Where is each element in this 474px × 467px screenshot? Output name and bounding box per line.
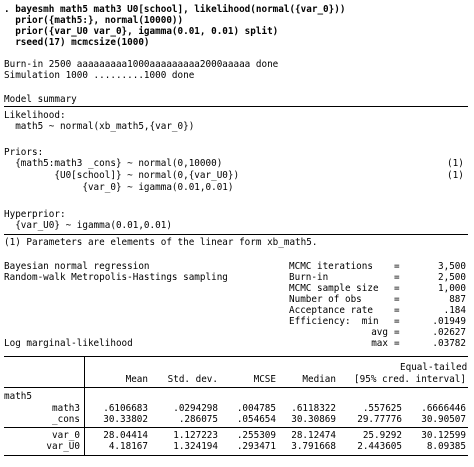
- stat-label: Acceptance rate: [289, 305, 373, 316]
- cell-ci-upper: 30.90507: [421, 414, 466, 425]
- table-header-rule: [4, 387, 468, 388]
- cell-sd: .286075: [178, 414, 218, 425]
- stat-label: Number of obs: [289, 294, 362, 305]
- cell-median: .6118322: [291, 403, 336, 414]
- cell-mean: .6106683: [103, 403, 148, 414]
- model-title: Bayesian normal regression: [4, 261, 150, 272]
- stat-label: Efficiency: min: [289, 316, 379, 327]
- stat-value: .184: [443, 305, 466, 316]
- cell-sd: .0294298: [173, 403, 218, 414]
- footnote: (1) Parameters are elements of the linear form xb_math5.: [4, 237, 318, 248]
- stat-value: .03782: [432, 338, 466, 349]
- row-name: _cons: [52, 414, 80, 425]
- stat-label: max: [371, 338, 388, 349]
- likelihood-label: Likelihood:: [4, 110, 66, 121]
- cell-sd: 1.324194: [173, 441, 218, 452]
- command-line: rseed(17) mcmcsize(1000): [4, 37, 150, 48]
- simulation-progress: Simulation 1000 .........1000 done: [4, 70, 195, 81]
- stat-label: Burn-in: [289, 272, 329, 283]
- stat-equals: =: [394, 316, 400, 327]
- likelihood-equation: math5 ~ normal(xb_math5,{var_0}): [4, 121, 195, 132]
- cell-mcse: .255309: [236, 430, 276, 441]
- prior-equation: {var_0} ~ igamma(0.01,0.01): [4, 182, 234, 193]
- cell-mean: 30.33802: [103, 414, 148, 425]
- stat-value: .02627: [432, 327, 466, 338]
- stat-equals: =: [394, 338, 400, 349]
- stat-label: MCMC iterations: [289, 261, 373, 272]
- column-header-interval: [95% cred. interval]: [354, 374, 466, 385]
- cell-mcse: .004785: [236, 403, 276, 414]
- cell-ci-lower: 29.77776: [357, 414, 402, 425]
- cell-mean: 4.18167: [108, 441, 148, 452]
- stat-equals: =: [394, 261, 400, 272]
- prior-note: (1): [447, 170, 464, 181]
- stat-equals: =: [394, 283, 400, 294]
- sampling-method: Random-walk Metropolis-Hastings sampling: [4, 272, 228, 283]
- prior-note: (1): [447, 158, 464, 169]
- cell-median: 3.791668: [291, 441, 336, 452]
- cell-ci-lower: 25.9292: [362, 430, 402, 441]
- command-line: prior({var_U0 var_0}, igamma(0.01, 0.01) split): [4, 26, 279, 37]
- row-name: var_0: [52, 430, 80, 441]
- command-line: . bayesmh math5 math3 U0[school], likelihood(normal({var_0})): [4, 4, 346, 15]
- prior-equation: {U0[school]} ~ normal(0,{var_U0}): [4, 170, 240, 181]
- stat-label: MCMC sample size: [289, 283, 379, 294]
- column-header-median: Median: [302, 374, 336, 385]
- group-label: math5: [4, 391, 32, 402]
- cell-mcse: .054654: [236, 414, 276, 425]
- cell-ci-upper: 8.09385: [426, 441, 466, 452]
- cell-median: 28.12474: [291, 430, 336, 441]
- cell-mcse: .293471: [236, 441, 276, 452]
- cell-mean: 28.04414: [103, 430, 148, 441]
- row-name: math3: [52, 403, 80, 414]
- column-header-mean: Mean: [125, 374, 148, 385]
- cell-ci-lower: 2.443605: [357, 441, 402, 452]
- stat-value: 1,000: [438, 283, 466, 294]
- equal-tailed-label: Equal-tailed: [400, 362, 468, 373]
- column-header-mcse: MCSE: [253, 374, 276, 385]
- stat-value: 887: [449, 294, 466, 305]
- model-summary-heading: Model summary: [4, 94, 77, 105]
- log-ml-label: Log marginal-likelihood: [4, 338, 133, 349]
- stat-value: 3,500: [438, 261, 466, 272]
- hyperprior-label: Hyperprior:: [4, 209, 66, 220]
- table-section-rule: [4, 427, 468, 428]
- command-line: prior({math5:}, normal(10000)): [4, 15, 184, 26]
- divider: [4, 106, 468, 107]
- stat-value: .01949: [432, 316, 466, 327]
- cell-ci-upper: 30.12599: [421, 430, 466, 441]
- stat-label: avg: [371, 327, 388, 338]
- hyperprior-equation: {var_U0} ~ igamma(0.01,0.01): [4, 220, 172, 231]
- row-name: var_U0: [46, 441, 80, 452]
- cell-sd: 1.127223: [173, 430, 218, 441]
- cell-ci-upper: .6666446: [421, 403, 466, 414]
- prior-equation: {math5:math3 _cons} ~ normal(0,10000): [4, 158, 223, 169]
- cell-ci-lower: .557625: [362, 403, 402, 414]
- stat-equals: =: [394, 327, 400, 338]
- table-bottom-rule: [4, 455, 468, 456]
- stat-value: 2,500: [438, 272, 466, 283]
- burnin-progress: Burn-in 2500 aaaaaaaaa1000aaaaaaaaa2000aaaaa done: [4, 59, 279, 70]
- stat-equals: =: [394, 294, 400, 305]
- cell-median: 30.30869: [291, 414, 336, 425]
- divider: [4, 234, 468, 235]
- table-column-separator: [84, 356, 85, 456]
- stat-equals: =: [394, 305, 400, 316]
- column-header-sd: Std. dev.: [167, 374, 218, 385]
- priors-label: Priors:: [4, 147, 44, 158]
- table-top-rule: [4, 356, 468, 357]
- stat-equals: =: [394, 272, 400, 283]
